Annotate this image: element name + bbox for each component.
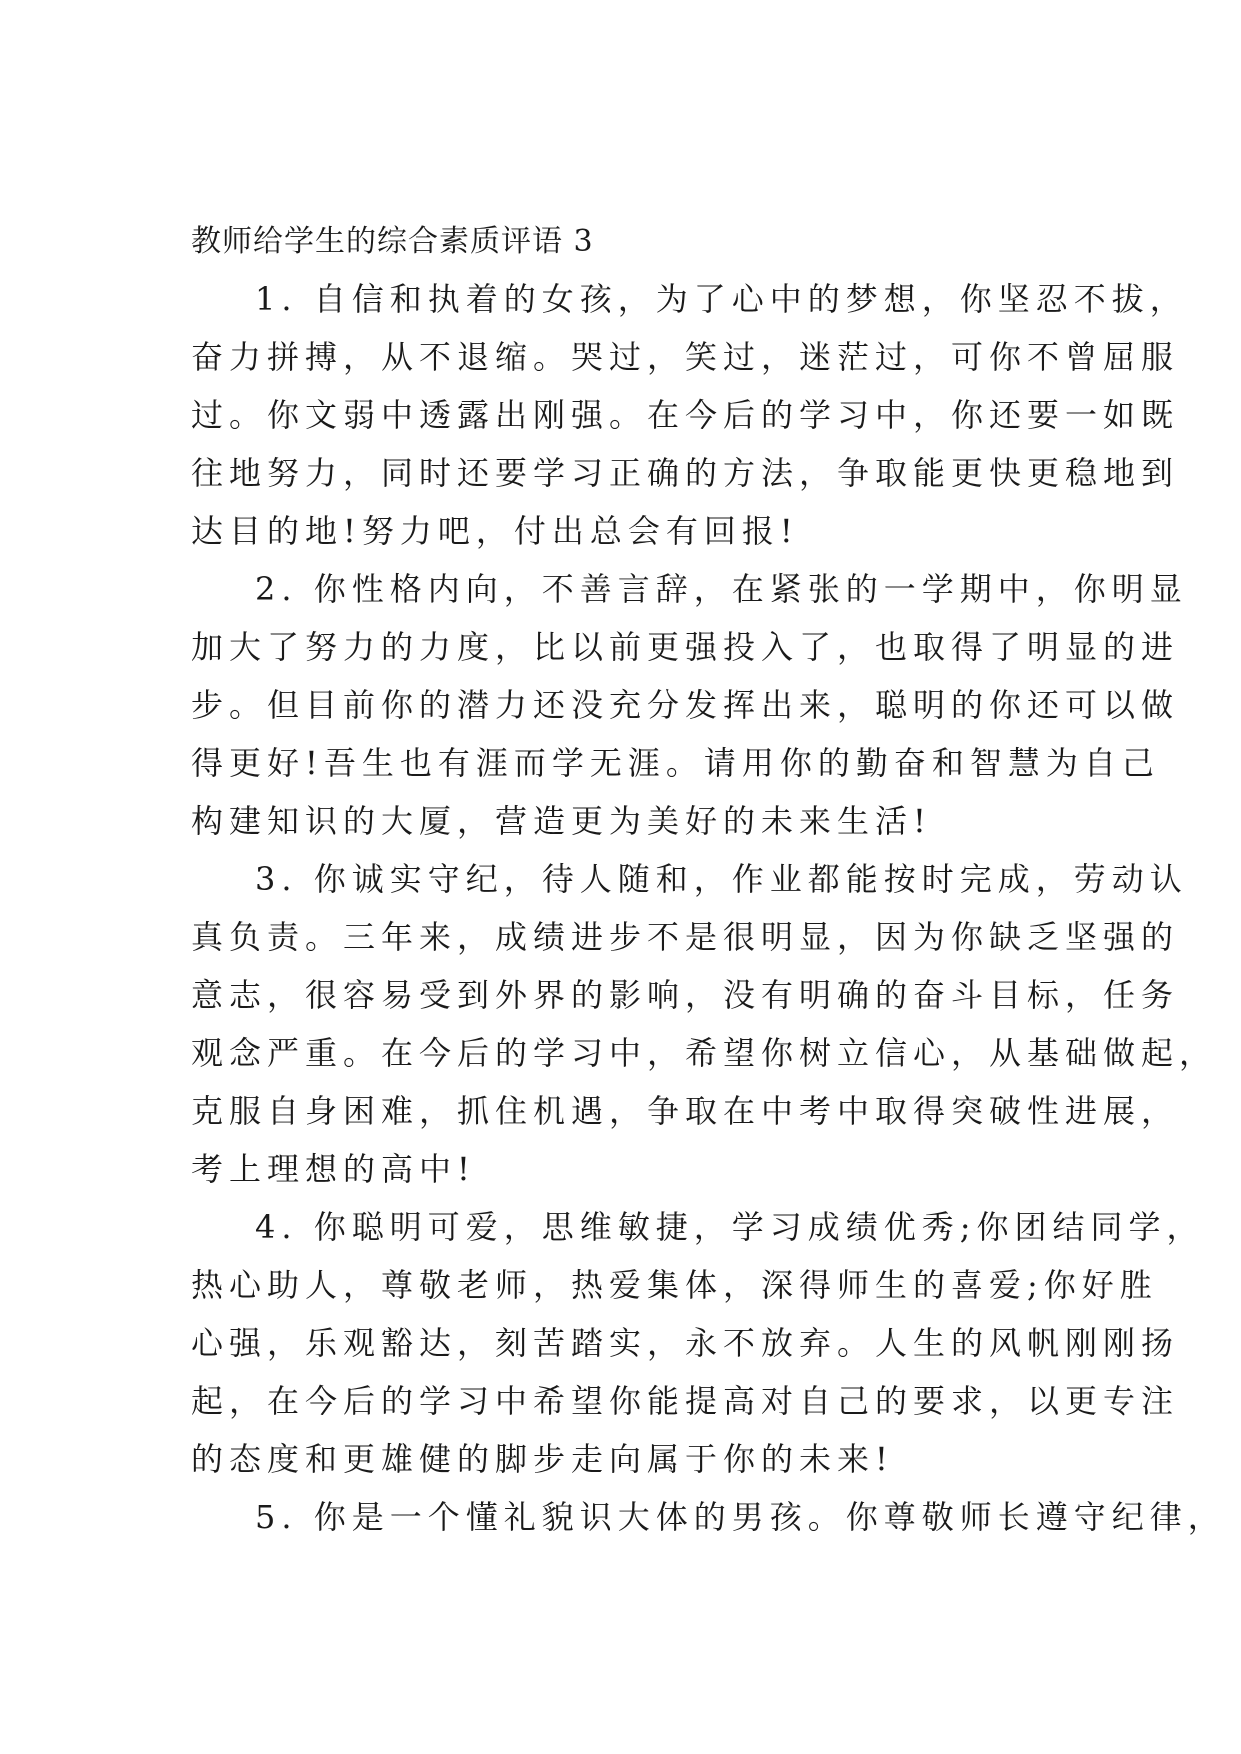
paragraph-line: 奋力拼搏，从不退缩。哭过，笑过，迷茫过，可你不曾屈服 [191, 338, 1180, 376]
paragraph-line: 得更好!吾生也有涯而学无涯。请用你的勤奋和智慧为自己 [191, 744, 1160, 782]
paragraph-line: 构建知识的大厦，营造更为美好的未来生活! [191, 802, 932, 840]
paragraph-line: 意志，很容易受到外界的影响，没有明确的奋斗目标，任务 [191, 976, 1180, 1014]
document-title: 教师给学生的综合素质评语 3 [191, 224, 594, 259]
paragraph-line: 达目的地!努力吧，付出总会有回报! [191, 512, 799, 550]
paragraph-line: 观念严重。在今后的学习中，希望你树立信心，从基础做起， [191, 1034, 1218, 1072]
paragraph-line: 的态度和更雄健的脚步走向属于你的未来! [191, 1440, 894, 1478]
paragraph-line: 2. 你性格内向，不善言辞，在紧张的一学期中，你明显 [255, 570, 1188, 608]
paragraph-line: 往地努力，同时还要学习正确的方法，争取能更快更稳地到 [191, 454, 1180, 492]
paragraph-line: 心强，乐观豁达，刻苦踏实，永不放弃。人生的风帆刚刚扬 [191, 1324, 1180, 1362]
paragraph-line: 过。你文弱中透露出刚强。在今后的学习中，你还要一如既 [191, 396, 1180, 434]
paragraph-line: 起，在今后的学习中希望你能提高对自己的要求，以更专注 [191, 1382, 1180, 1420]
paragraph-line: 考上理想的高中! [191, 1150, 476, 1188]
paragraph-line: 1. 自信和执着的女孩，为了心中的梦想，你坚忍不拔， [255, 280, 1188, 318]
paragraph-line: 4. 你聪明可爱，思维敏捷，学习成绩优秀;你团结同学， [255, 1208, 1205, 1246]
paragraph-line: 加大了努力的力度，比以前更强投入了，也取得了明显的进 [191, 628, 1180, 666]
paragraph-line: 真负责。三年来，成绩进步不是很明显，因为你缺乏坚强的 [191, 918, 1180, 956]
paragraph-line: 3. 你诚实守纪，待人随和，作业都能按时完成，劳动认 [255, 860, 1188, 898]
paragraph-line: 步。但目前你的潜力还没充分发挥出来，聪明的你还可以做 [191, 686, 1180, 724]
paragraph-line: 5. 你是一个懂礼貌识大体的男孩。你尊敬师长遵守纪律， [255, 1498, 1226, 1536]
paragraph-line: 克服自身困难，抓住机遇，争取在中考中取得突破性进展， [191, 1092, 1180, 1130]
paragraph-line: 热心助人，尊敬老师，热爱集体，深得师生的喜爱;你好胜 [191, 1266, 1158, 1304]
